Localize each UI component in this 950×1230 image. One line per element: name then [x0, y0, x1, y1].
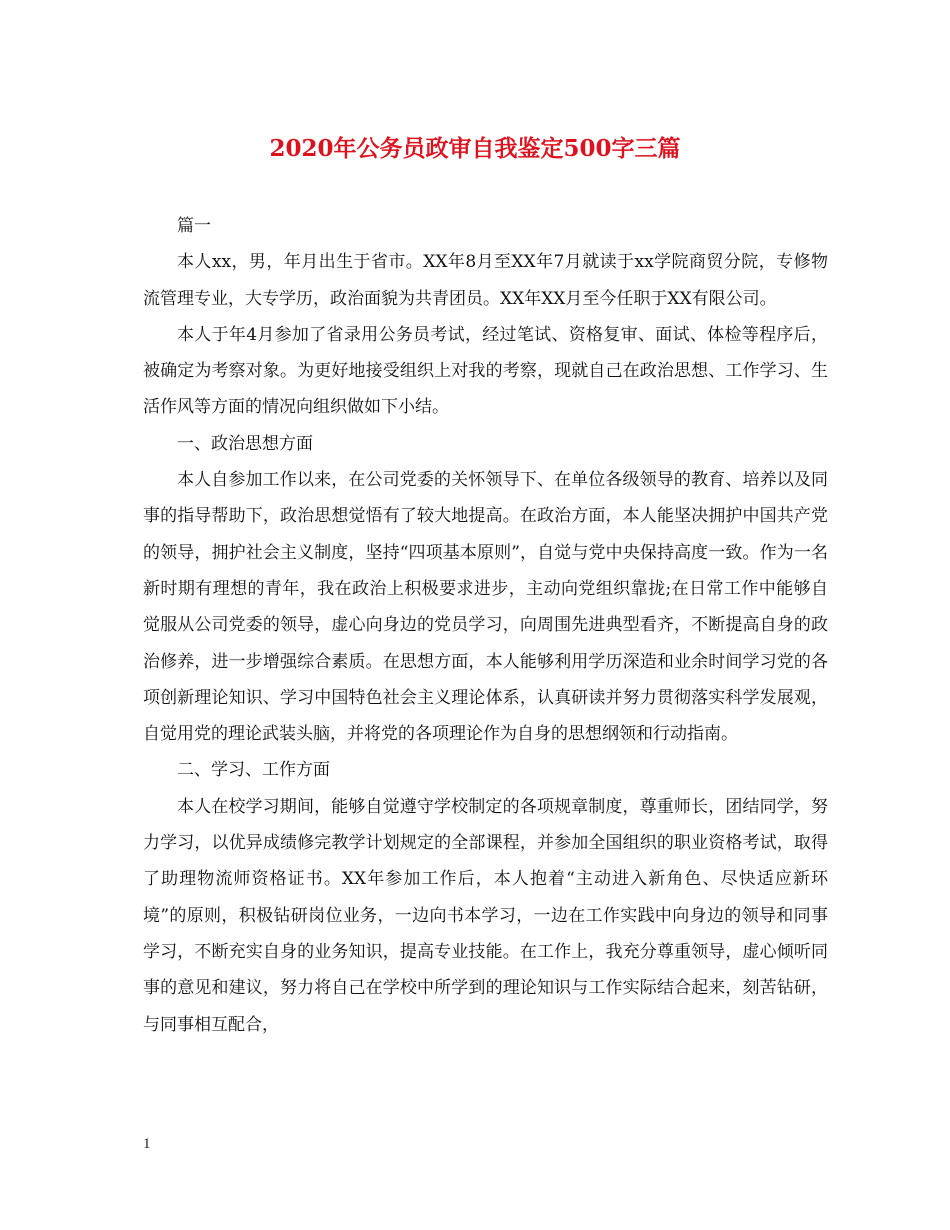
document-title: 2020年公务员政审自我鉴定500字三篇: [269, 135, 681, 162]
section-heading: 二、学习、工作方面: [177, 760, 330, 781]
paragraph: 本人在校学习期间，能够自觉遵守学校制定的各项规章制度，尊重师长，团结同学，努力学习，以优异成绩修完教学计划规定的全部课程，并参加全国组织的职业资格考试，取得了助理物流师资格证书。XX年参加工作后，本人抱着“主动进入新角色、尽快适应新环境”的原则，积极钻研岗位业务，一边向书本学习，一边在工作实践中向身边的领导和同事学习，不断充实自身的业务知识，提高专业技能。在工作上，我充分尊重领导，虚心倾听同事的意见和建议，努力将自己在学校中所学到的理论知识与工作实际结合起来，刻苦钻研，与同事相互配合，: [143, 796, 828, 1035]
section-heading: 篇一: [177, 216, 211, 236]
document-body: [143, 208, 828, 1043]
paragraph: 本人于年4月参加了省录用公务员考试，经过笔试、资格复审、面试、体检等程序后，被确定为考察对象。为更好地接受组织上对我的考察，现就自己在政治思想、工作学习、生活作风等方面的情况向组织做如下小结。: [143, 324, 828, 418]
paragraph: 本人自参加工作以来，在公司党委的关怀领导下、在单位各级领导的教育、培养以及同事的指导帮助下，政治思想觉悟有了较大地提高。在政治方面，本人能坚决拥护中国共产党的领导，拥护社会主义制度，坚持“四项基本原则”，自觉与党中央保持高度一致。作为一名新时期有理想的青年，我在政治上积极要求进步，主动向党组织靠拢;在日常工作中能够自觉服从公司党委的领导，虚心向身边的党员学习，向周围先进典型看齐，不断提高自身的政治修养，进一步增强综合素质。在思想方面，本人能够利用学历深造和业余时间学习党的各项创新理论知识、学习中国特色社会主义理论体系，认真研读并努力贯彻落实科学发展观，自觉用党的理论武装头脑，并将党的各项理论作为自身的思想纲领和行动指南。: [143, 470, 828, 745]
page-number: 1: [143, 1136, 151, 1152]
section-heading: 一、政治思想方面: [177, 433, 313, 454]
paragraph: 本人xx，男，年月出生于省市。XX年8月至XX年7月就读于xx学院商贸分院，专修物流管理专业，大专学历，政治面貌为共青团员。XX年XX月至今任职于XX有限公司。: [143, 252, 828, 309]
